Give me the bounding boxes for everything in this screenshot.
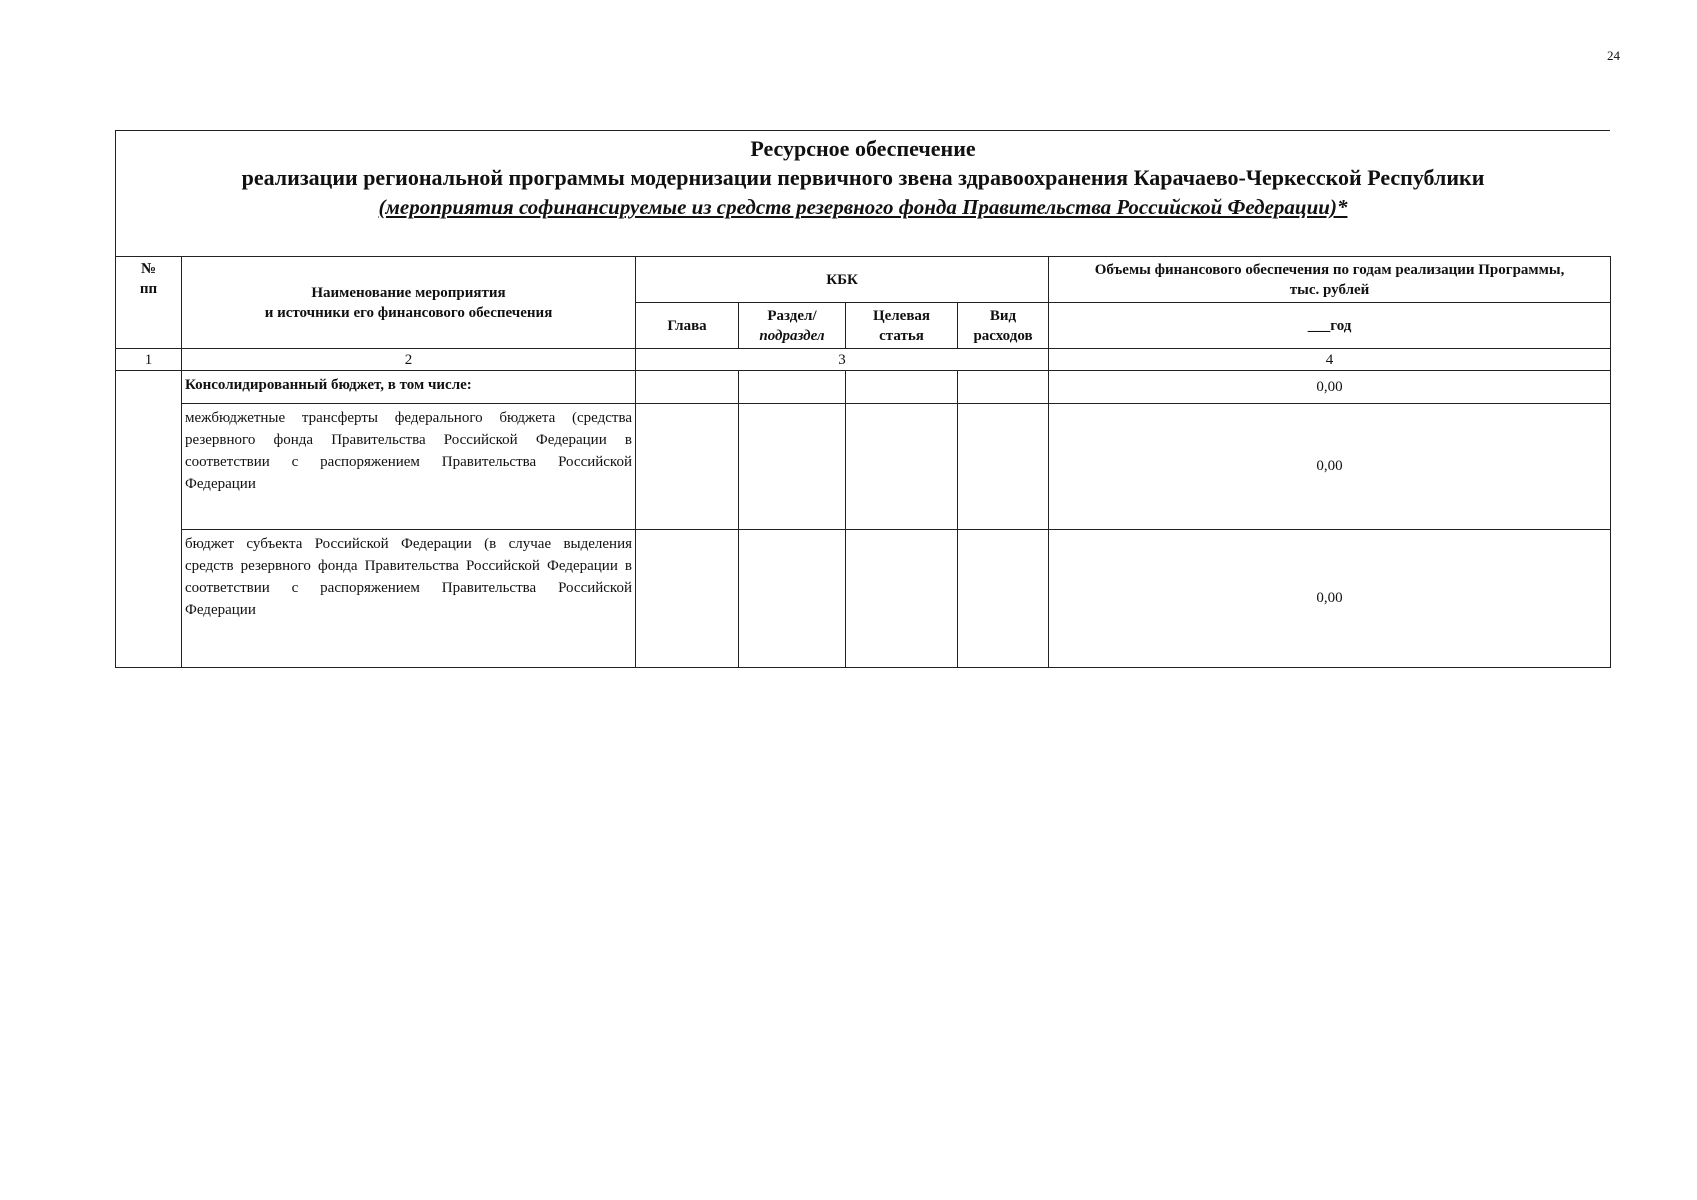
- kbk-celevaya-cell: [846, 371, 958, 404]
- kbk-razdel-cell: [739, 404, 846, 530]
- header-volumes: [1049, 257, 1611, 303]
- header-number-line2: пп: [139, 281, 158, 297]
- row-value: 0,00: [1049, 530, 1611, 668]
- kbk-vid-cell: [958, 530, 1049, 668]
- kbk-glava-cell: [636, 371, 739, 404]
- header-vid-line1: Вид: [989, 307, 1017, 324]
- header-volumes-line1: Объемы финансового обеспечения по годам реализации Программы,: [1094, 261, 1565, 278]
- document-subtitle-note: (мероприятия софинансируемые из средств резервного фонда Правительства Российской Федерации)*: [378, 195, 1348, 219]
- header-volumes-line2: тыс. рублей: [1289, 281, 1370, 298]
- header-number: [116, 257, 182, 349]
- title-block: [115, 130, 1610, 256]
- row-label: Консолидированный бюджет, в том числе:: [182, 371, 636, 404]
- header-celevaya-line2: статья: [879, 327, 924, 344]
- kbk-vid-cell: [958, 371, 1049, 404]
- row-value: 0,00: [1049, 404, 1611, 530]
- document-title: Ресурсное обеспечение: [750, 136, 976, 161]
- kbk-celevaya-cell: [846, 530, 958, 668]
- table-row: [116, 404, 1611, 530]
- column-numbers-row: [116, 349, 1611, 371]
- header-celevaya: [846, 303, 958, 349]
- row-label: межбюджетные трансферты федерального бюджета (средства резервного фонда Правительства Российской Федерации в соответствии с распоряжением Правительства Российской Федерации: [182, 404, 636, 530]
- header-kbk: КБК: [636, 257, 1049, 303]
- header-name: [182, 257, 636, 349]
- document-subtitle: реализации региональной программы модернизации первичного звена здравоохранения Карачаево-Черкесской Республики: [241, 165, 1485, 190]
- page-number: 24: [1607, 48, 1620, 63]
- row-label: бюджет субъекта Российской Федерации (в случае выделения средств резервного фонда Правительства Российской Федерации в соответствии с распоряжением Правительства Российской Федерации: [182, 530, 636, 668]
- table-row: [116, 371, 1611, 404]
- header-name-line1: Наименование мероприятия: [311, 284, 506, 301]
- column-number-4: 4: [1049, 349, 1611, 371]
- header-vid-line2: расходов: [973, 327, 1033, 344]
- header-vid: [958, 303, 1049, 349]
- kbk-razdel-cell: [739, 371, 846, 404]
- header-year: ___год: [1049, 303, 1611, 349]
- header-number-line1: №: [140, 261, 157, 277]
- header-celevaya-line1: Целевая: [872, 307, 931, 324]
- column-number-2: 2: [182, 349, 636, 371]
- header-glava: Глава: [636, 303, 739, 349]
- row-value: 0,00: [1049, 371, 1611, 404]
- kbk-glava-cell: [636, 404, 739, 530]
- row-number-cell: [116, 371, 182, 668]
- header-name-line2: и источники его финансового обеспечения: [264, 304, 553, 321]
- header-razdel: [739, 303, 846, 349]
- column-number-3: 3: [636, 349, 1049, 371]
- header-razdel-line1: Раздел/: [767, 307, 817, 324]
- table-row: [116, 530, 1611, 668]
- header-razdel-line2: подраздел: [759, 327, 825, 344]
- kbk-glava-cell: [636, 530, 739, 668]
- kbk-celevaya-cell: [846, 404, 958, 530]
- column-number-1: 1: [116, 349, 182, 371]
- kbk-razdel-cell: [739, 530, 846, 668]
- kbk-vid-cell: [958, 404, 1049, 530]
- resource-table: [115, 256, 1611, 668]
